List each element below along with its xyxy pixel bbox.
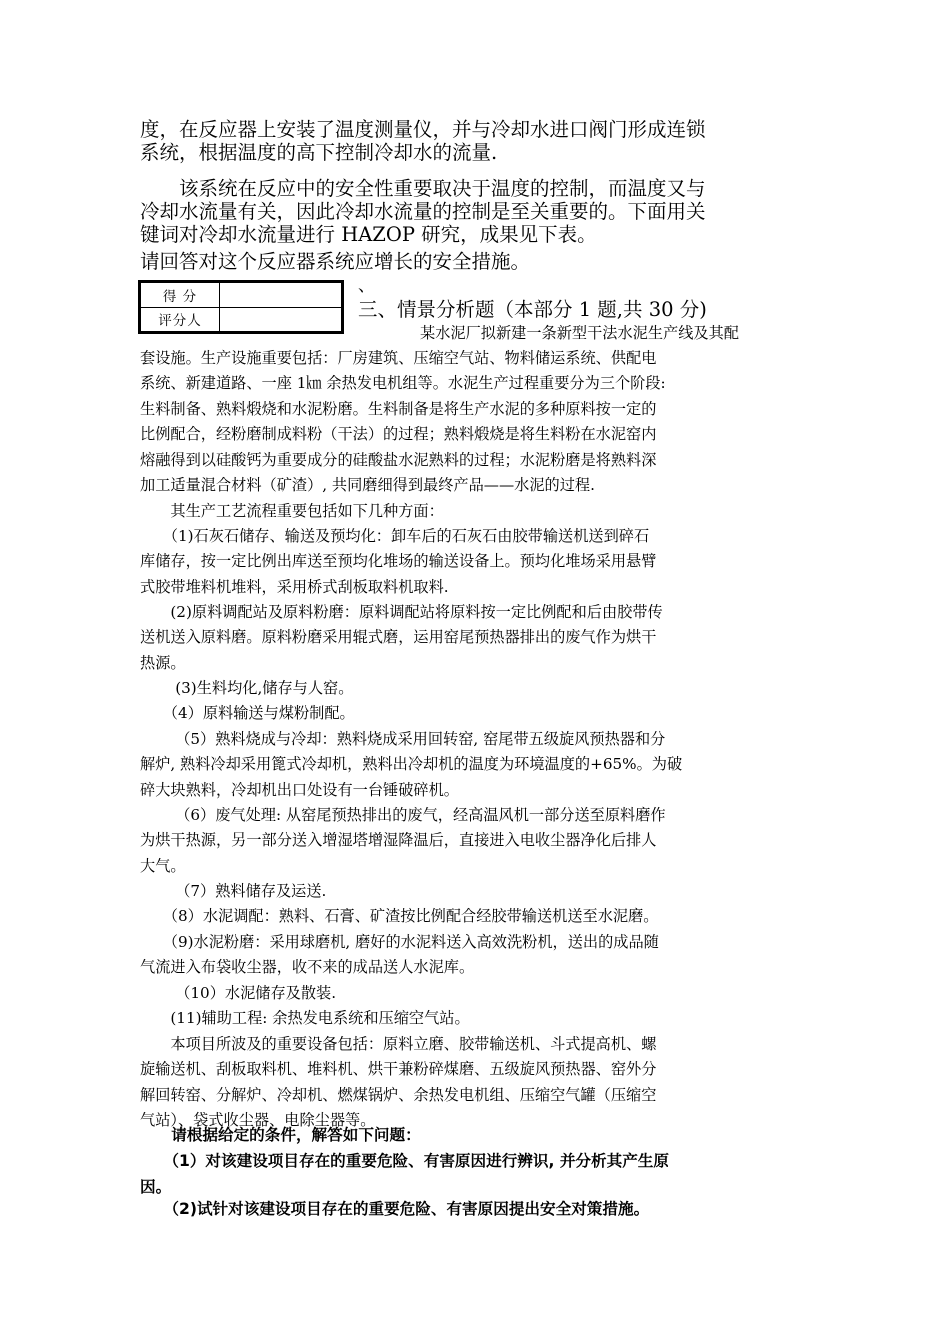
stray-mark: 、 (358, 276, 375, 296)
paragraph-equipment (140, 1032, 812, 1134)
process-step-7 (140, 879, 812, 904)
question-2 (140, 1196, 812, 1222)
text-line: 度，在反应器上安装了温度测量仪，并与冷却水进口阀门形成连锁 (140, 118, 706, 141)
text-line: （6）废气处理: 从窑尾预热排出的废气，经高温风机一部分送至原料磨作 (140, 806, 666, 824)
text-line: 系统，根据温度的高下控制冷却水的流量. (140, 141, 498, 164)
text-line: 冷却水流量有关，因此冷却水流量的控制是至关重要的。下面用关 (140, 200, 706, 223)
text-line: 碎大块熟料，冷却机出口处设有一台锤破碎机。 (140, 780, 459, 799)
text-line: 系统、新建道路、一座 1㎞ 余热发电机组等。水泥生产过程重要分为三个阶段: (140, 374, 666, 393)
process-step-8 (140, 904, 812, 929)
paragraph-intro (140, 346, 812, 498)
text-line: 旋输送机、刮板取料机、堆料机、烘干兼粉碎煤磨、五级旋风预热器、窑外分 (140, 1060, 657, 1079)
text-line: 某水泥厂拟新建一条新型干法水泥生产线及其配 (420, 324, 739, 342)
text-line: 因。 (140, 1178, 172, 1196)
text-line: 送机送入原料磨。原料粉磨采用辊式磨，运用窑尾预热器排出的废气作为烘干 (140, 628, 657, 647)
text-line: 生料制备、熟料煅烧和水泥粉磨。生料制备是将生产水泥的多种原料按一定的 (140, 399, 657, 418)
text-line: (11)辅助工程: 余热发电系统和压缩空气站。 (140, 1009, 470, 1027)
text-line: （5）熟料烧成与冷却：熟料烧成采用回转窑, 窑尾带五级旋风预热器和分 (140, 730, 666, 748)
text-line: 请回答对这个反应器系统应增长的安全措施。 (140, 250, 531, 273)
text-line: 为烘干热源，另一部分送入增湿塔增湿降温后，直接进入电收尘器净化后排人 (140, 831, 657, 850)
text-line: 库储存，按一定比例出库送至预均化堆场的输送设备上。预均化堆场采用悬臂 (140, 552, 657, 571)
text-line: （4）原料输送与煤粉制配。 (140, 704, 355, 722)
text-line: 气流进入布袋收尘器，收不来的成品送人水泥库。 (140, 958, 475, 977)
text-line: 式胶带堆料机堆料，采用桥式刮板取料机取料. (140, 577, 449, 596)
text-line: 键词对冷却水流量进行 HAZOP 研究，成果见下表。 (140, 223, 597, 246)
paragraph-hazop-intro (140, 177, 812, 246)
text-line: 比例配合，经粉磨制成料粉（干法）的过程；熟料煅烧是将生料粉在水泥窑内 (140, 425, 657, 444)
text-line: (2)原料调配站及原料粉磨：原料调配站将原料按一定比例配和后由胶带传 (140, 603, 663, 621)
text-line: 本项目所波及的重要设备包括：原料立磨、胶带输送机、斗式提高机、螺 (140, 1035, 657, 1053)
text-line: 熔融得到以硅酸钙为重要成分的硅酸盐水泥熟料的过程；水泥粉磨是将熟料深 (140, 450, 657, 469)
text-line: （1）对该建设项目存在的重要危险、有害原因进行辨识, 并分析其产生原 (140, 1152, 669, 1170)
text-line: （7）熟料储存及运送. (140, 882, 327, 900)
process-step-9 (140, 930, 812, 981)
intro-first-line (420, 321, 812, 346)
text-line: 加工适量混合材料（矿渣）, 共同磨细得到最终产品——水泥的过程. (140, 476, 595, 495)
score-table (140, 282, 342, 332)
process-step-11 (140, 1006, 812, 1031)
questions-prompt (140, 1122, 812, 1148)
text-line: 其生产工艺流程重要包括如下几种方面： (140, 502, 444, 520)
grader-label: 评分人 (141, 307, 220, 332)
grader-value-cell (220, 307, 342, 332)
score-box (138, 280, 344, 334)
text-line: 热源。 (140, 653, 186, 672)
text-line: 气站）、袋式收尘器、电除尘器等。 (140, 1111, 376, 1130)
text-line: （2)试针对该建设项目存在的重要危险、有害原因提出安全对策措施。 (140, 1200, 650, 1218)
process-step-6 (140, 803, 812, 879)
section-title: 三、情景分析题（本部分 1 题,共 30 分) (358, 298, 707, 321)
process-step-3 (140, 676, 812, 701)
text-line: 该系统在反应中的安全性重要取决于温度的控制，而温度又与 (140, 177, 706, 200)
process-step-10 (140, 981, 812, 1006)
text-line: （9)水泥粉磨：采用球磨机, 磨好的水泥料送入高效洗粉机，送出的成品随 (140, 933, 659, 951)
text-line: 套设施。生产设施重要包括：厂房建筑、压缩空气站、物料储运系统、供配电 (140, 349, 657, 367)
text-line: （10）水泥储存及散装. (140, 984, 337, 1002)
question-1 (140, 1148, 812, 1200)
score-value-cell (220, 283, 342, 308)
text-line: 解回转窑、分解炉、冷却机、燃煤锅炉、余热发电机组、压缩空气罐（压缩空 (140, 1085, 657, 1104)
text-line: 请根据给定的条件，解答如下问题： (140, 1126, 421, 1144)
paragraph-temperature-control (140, 118, 812, 164)
process-step-1 (140, 524, 812, 600)
process-step-4 (140, 701, 812, 726)
text-line: 大气。 (140, 856, 186, 875)
text-line: （1)石灰石储存、输送及预均化：卸车后的石灰石由胶带输送机送到碎石 (140, 527, 650, 545)
process-step-5 (140, 727, 812, 803)
score-label: 得 分 (141, 283, 220, 308)
text-line: （8）水泥调配：熟料、石膏、矿渣按比例配合经胶带输送机送至水泥磨。 (140, 907, 659, 925)
text-line: (3)生料均化,储存与人窑。 (140, 679, 354, 697)
process-step-2 (140, 600, 812, 676)
process-intro (140, 499, 812, 524)
text-line: 解炉, 熟料冷却采用篦式冷却机，熟料出冷却机的温度为环境温度的+65%。为破 (140, 755, 683, 774)
paragraph-question (140, 250, 812, 273)
